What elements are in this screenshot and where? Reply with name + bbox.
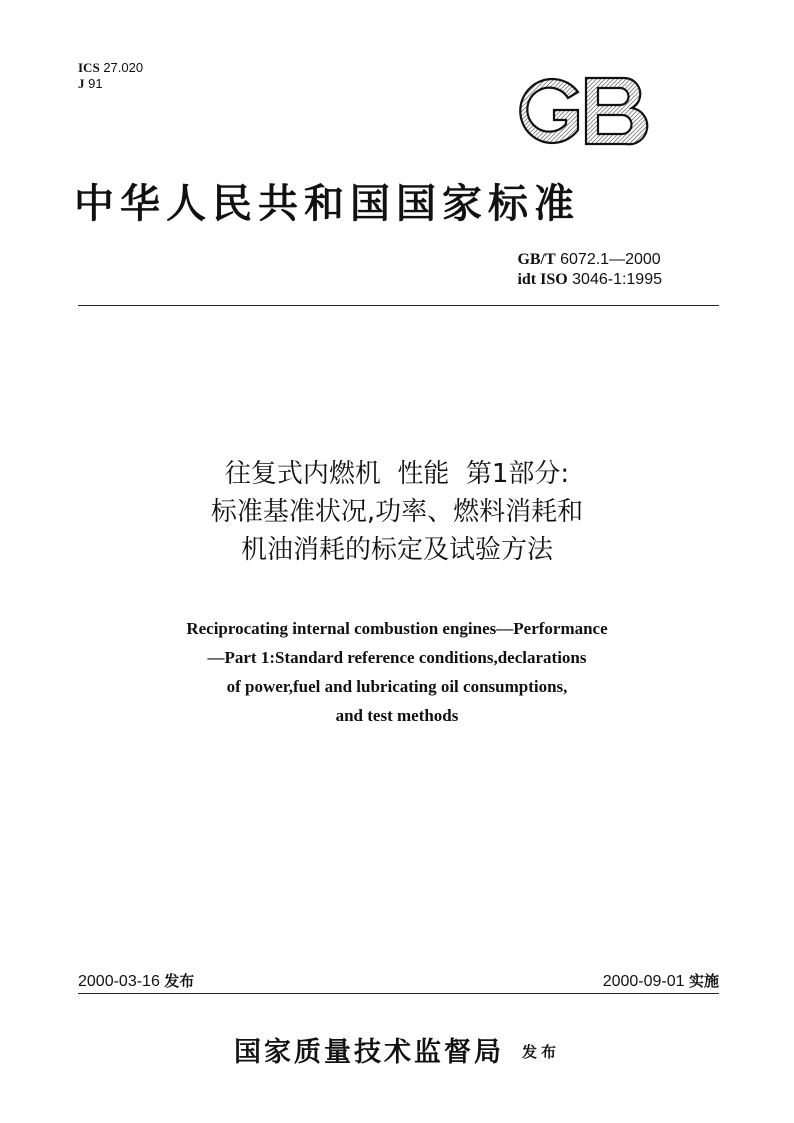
gb-logo-graphic [512,74,652,148]
chinese-title [0,455,794,569]
header-divider [78,305,719,306]
footer-divider [78,993,719,994]
standard-number: GB/T 6072.1—2000 [517,251,661,268]
standard-numbers [517,250,662,290]
english-title-line: and test methods [335,706,459,725]
issuer-action: 发布 [521,1043,560,1061]
chinese-title-line: 标准基准状况,功率、燃料消耗和 [210,497,584,527]
classification-codes [78,60,143,92]
idt-reference: idt ISO 3046-1:1995 [517,271,662,288]
english-title [0,614,794,730]
chinese-title-line: 机油消耗的标定及试验方法 [240,535,553,565]
gb-logo [512,74,652,148]
ccs-code: J 91 [78,76,103,91]
chinese-title-line: 往复式内燃机 性能 第1部分: [224,459,570,489]
ics-code: ICS 27.020 [78,60,144,75]
english-title-line: of power,fuel and lubricating oil consumptions, [226,677,568,696]
english-title-line: —Part 1:Standard reference conditions,declarations [207,648,587,667]
org-title: 中华人民共和国国家标准 [74,180,580,227]
effective-date: 2000-09-01 实施 [602,972,719,990]
issue-date: 2000-03-16 发布 [78,972,195,990]
issuer-name: 国家质量技术监督局 [233,1037,504,1068]
english-title-line: Reciprocating internal combustion engines—Performance [186,619,608,638]
issuer [0,1030,794,1069]
